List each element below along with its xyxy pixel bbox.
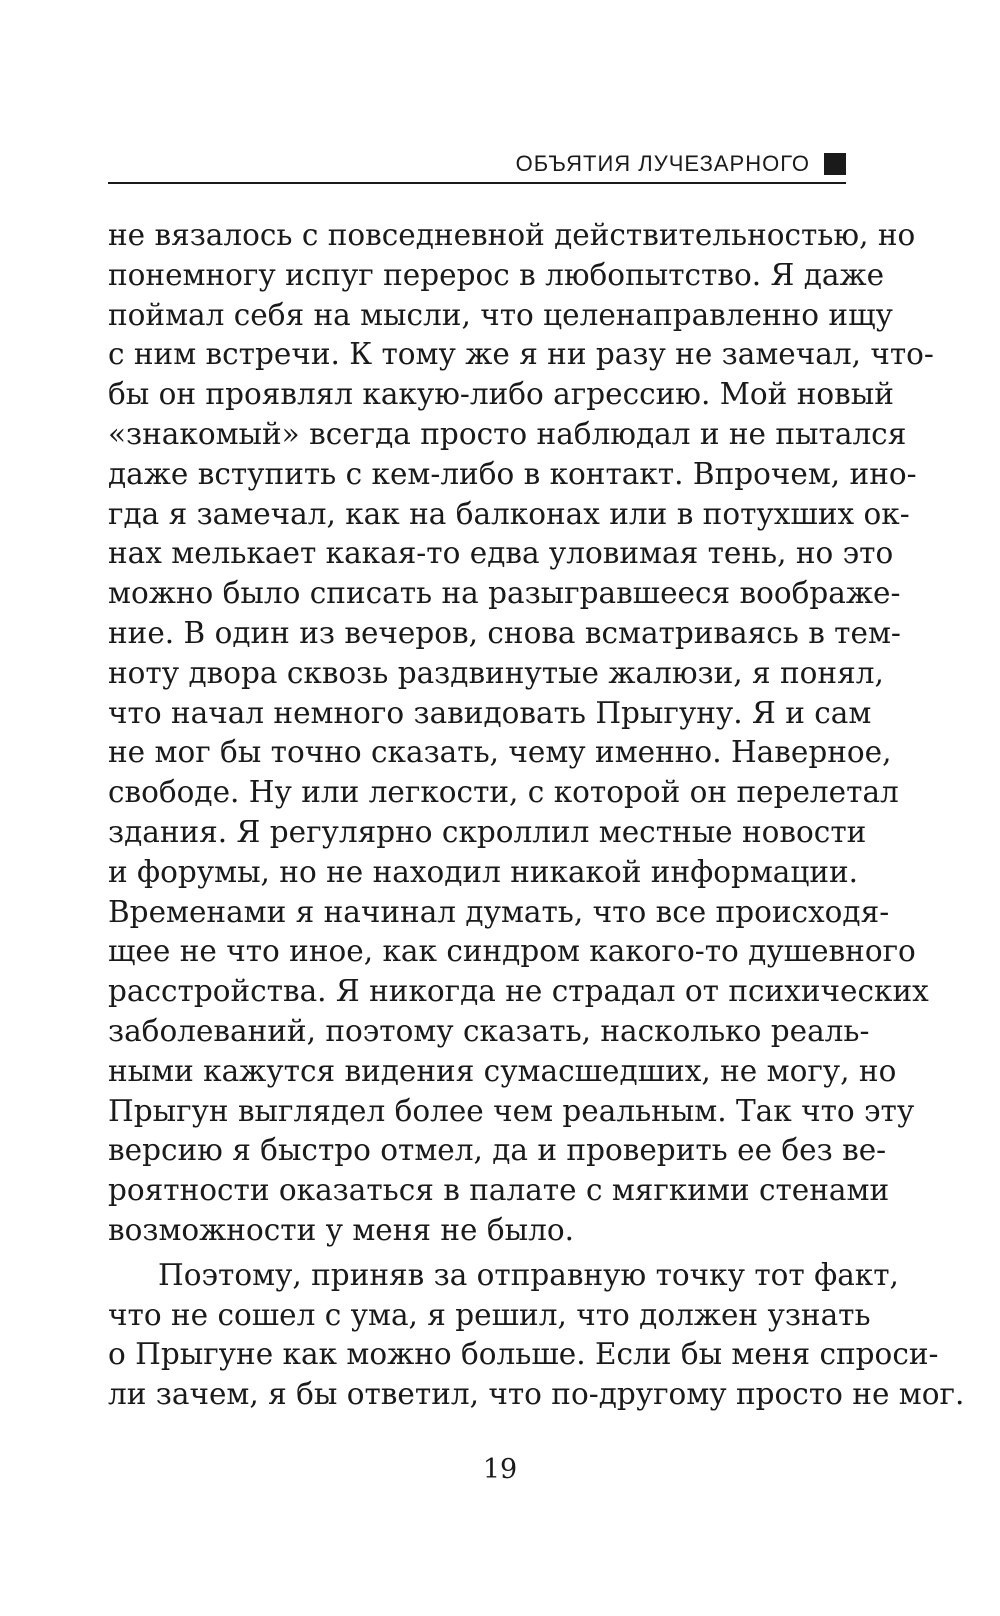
text-line: возможности у меня не было. <box>108 1212 575 1247</box>
text-line: бы он проявлял какую-либо агрессию. Мой новый <box>108 377 894 412</box>
text-line: не мог бы точно сказать, чему именно. Наверное, <box>108 735 892 770</box>
body-text <box>108 216 965 1415</box>
text-line: «знакомый» всегда просто наблюдал и не пытался <box>108 416 907 451</box>
text-line: что не сошел с ума, я решил, что должен узнать <box>108 1297 871 1332</box>
text-line: нах мелькает какая-то едва уловимая тень, но это <box>108 536 894 571</box>
text-line: версию я быстро отмел, да и проверить ее без ве- <box>108 1133 887 1168</box>
text-line: даже вступить с кем-либо в контакт. Впрочем, ино- <box>108 456 917 491</box>
text-line: ноту двора сквозь раздвинутые жалюзи, я понял, <box>108 655 884 690</box>
text-line: расстройства. Я никогда не страдал от психических <box>108 974 929 1009</box>
text-line: свободе. Ну или легкости, с которой он перелетал <box>108 775 899 810</box>
text-line: о Прыгуне как можно больше. Если бы меня спроси- <box>108 1337 939 1372</box>
text-line: щее не что иное, как синдром какого-то душевного <box>108 934 916 969</box>
page-number: 19 <box>482 1454 518 1485</box>
text-line: ние. В один из вечеров, снова всматриваясь в тем- <box>108 615 901 650</box>
text-line: ли зачем, я бы ответил, что по-другому просто не мог. <box>108 1377 965 1412</box>
text-line: заболеваний, поэтому сказать, насколько реаль- <box>108 1013 870 1048</box>
text-line: Поэтому, приняв за отправную точку тот факт, <box>158 1257 899 1292</box>
text-line: можно было списать на разыгравшееся воображе- <box>108 576 901 611</box>
text-line: и форумы, но не находил никакой информации. <box>108 854 859 889</box>
paragraph <box>108 216 934 1251</box>
header-square-ornament <box>824 153 846 175</box>
paragraph <box>108 1256 965 1415</box>
text-line: что начал немного завидовать Прыгуну. Я и сам <box>108 695 872 730</box>
text-line: с ним встречи. К тому же я ни разу не замечал, что- <box>108 337 934 372</box>
text-line: роятности оказаться в палате с мягкими стенами <box>108 1173 890 1208</box>
book-title: ОБЪЯТИЯ ЛУЧЕЗАРНОГО <box>515 151 810 176</box>
text-line: гда я замечал, как на балконах или в потухших ок- <box>108 496 910 531</box>
text-line: не вязалось с повседневной действительностью, но <box>108 218 916 252</box>
text-line: поймал себя на мысли, что целенаправленно ищу <box>108 297 893 332</box>
text-line: Временами я начинал думать, что все происходя- <box>108 894 890 929</box>
text-line: понемногу испуг перерос в любопытство. Я даже <box>108 257 885 292</box>
running-header <box>108 148 846 184</box>
text-line: Прыгун выглядел более чем реальным. Так что эту <box>108 1093 915 1128</box>
text-line: здания. Я регулярно скроллил местные новости <box>108 814 867 849</box>
text-line: ными кажутся видения сумасшедших, не могу, но <box>108 1053 897 1088</box>
